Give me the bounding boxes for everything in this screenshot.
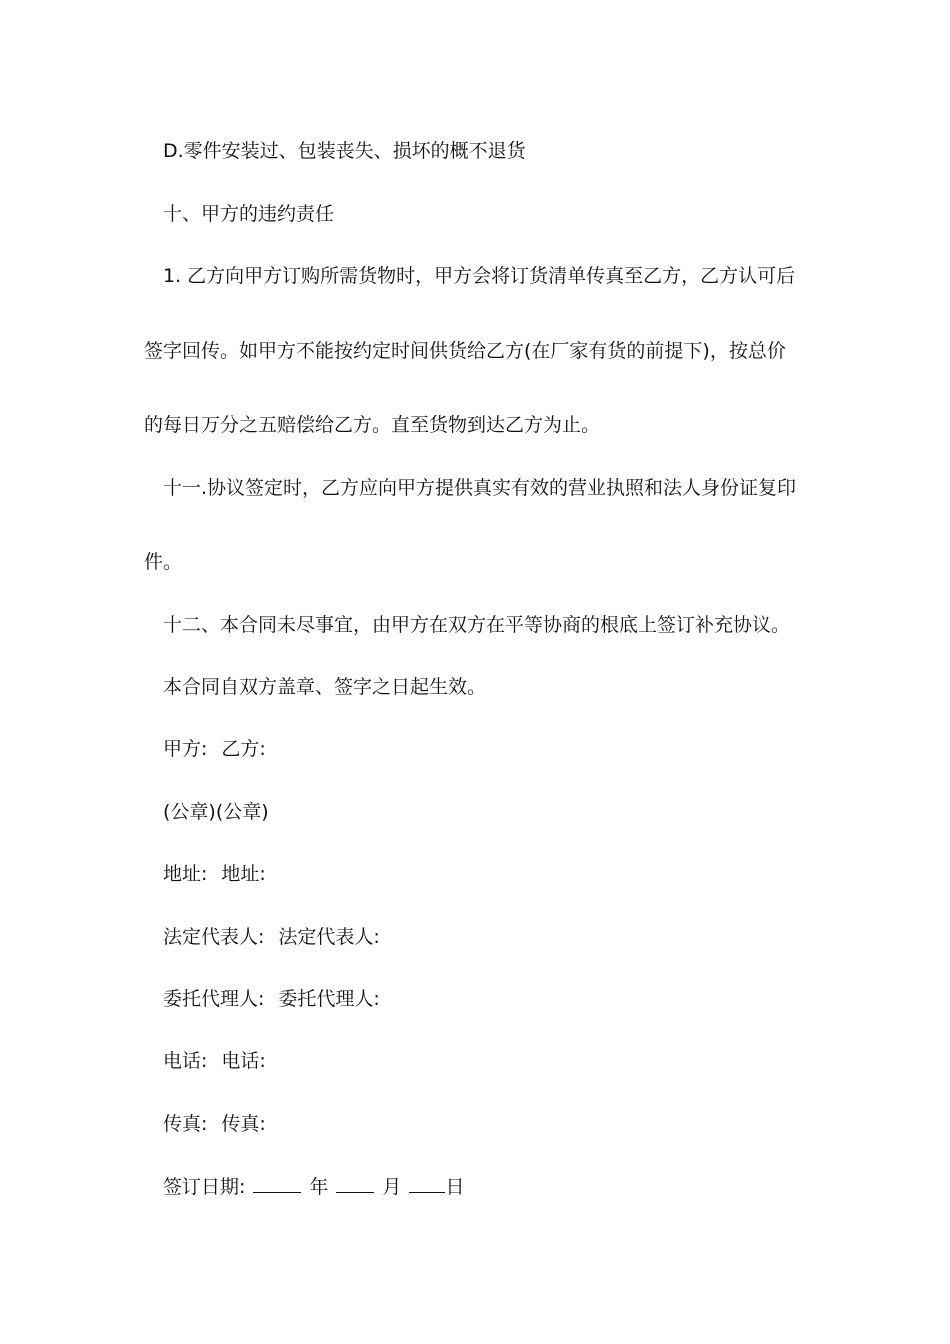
agent-row bbox=[163, 987, 380, 1011]
phone-row bbox=[163, 1049, 266, 1073]
month-label: 月 bbox=[382, 1176, 402, 1198]
section-11-line2: 件。 bbox=[144, 551, 183, 573]
party-row bbox=[163, 737, 266, 761]
legal-rep-a-label: 法定代表人: bbox=[163, 926, 265, 948]
fax-row bbox=[163, 1112, 266, 1136]
year-label: 年 bbox=[309, 1176, 329, 1198]
agent-a-label: 委托代理人: bbox=[163, 988, 265, 1010]
year-blank[interactable] bbox=[253, 1174, 301, 1193]
month-blank[interactable] bbox=[336, 1174, 374, 1193]
section-10-item1-line2: 签字回传。如甲方不能按约定时间供货给乙方(在厂家有货的前提下)，按总价 bbox=[144, 340, 786, 362]
section-11-line1: 十一.协议签定时，乙方应向甲方提供真实有效的营业执照和法人身份证复印 bbox=[163, 477, 797, 499]
legal-rep-b-label: 法定代表人: bbox=[278, 926, 380, 948]
sign-date-row bbox=[163, 1174, 464, 1199]
party-a-label: 甲方: bbox=[163, 738, 208, 760]
clause-d: D.零件安装过、包装丧失、损坏的概不退货 bbox=[163, 140, 526, 162]
seal-a-label: (公章) bbox=[163, 801, 216, 823]
section-10-item1-line3: 的每日万分之五赔偿给乙方。直至货物到达乙方为止。 bbox=[144, 414, 601, 436]
sign-date-label: 签订日期: bbox=[163, 1176, 246, 1198]
fax-a-label: 传真: bbox=[163, 1113, 208, 1135]
agent-b-label: 委托代理人: bbox=[278, 988, 380, 1010]
section-10-title: 十、甲方的违约责任 bbox=[163, 203, 335, 225]
section-12: 十二、本合同未尽事宜，由甲方在双方在平等协商的根底上签订补充协议。 bbox=[163, 614, 791, 636]
effective-clause: 本合同自双方盖章、签字之日起生效。 bbox=[163, 676, 487, 698]
day-label: 日 bbox=[445, 1176, 465, 1198]
fax-b-label: 传真: bbox=[221, 1113, 266, 1135]
day-blank[interactable] bbox=[409, 1174, 445, 1193]
party-b-label: 乙方: bbox=[221, 738, 266, 760]
phone-b-label: 电话: bbox=[221, 1050, 266, 1072]
address-b-label: 地址: bbox=[221, 863, 266, 885]
address-row bbox=[163, 862, 266, 886]
section-10-item1-line1: 1. 乙方向甲方订购所需货物时，甲方会将订货清单传真至乙方，乙方认可后 bbox=[163, 265, 796, 287]
seal-b-label: (公章) bbox=[215, 801, 269, 823]
seal-row bbox=[163, 800, 269, 824]
legal-rep-row bbox=[163, 925, 380, 949]
phone-a-label: 电话: bbox=[163, 1050, 208, 1072]
address-a-label: 地址: bbox=[163, 863, 208, 885]
